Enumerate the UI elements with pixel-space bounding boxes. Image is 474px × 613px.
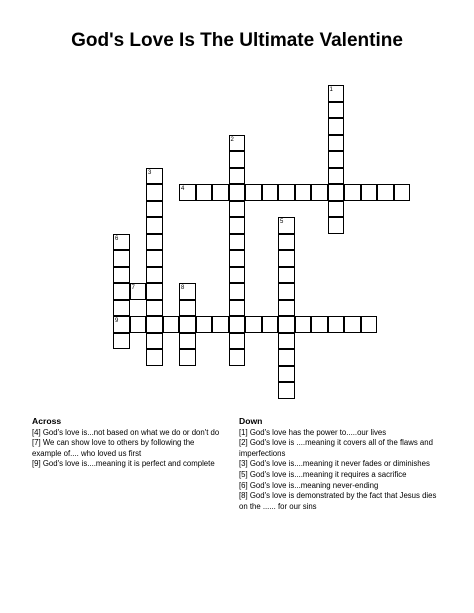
grid-cell[interactable] [262,316,279,333]
grid-cell[interactable] [328,135,345,152]
grid-cell[interactable] [179,283,196,300]
grid-cell[interactable] [146,234,163,251]
grid-cell[interactable] [278,217,295,234]
clue-item [239,428,439,439]
clue-text: God's love is....meaning it is perfect and complete [42,459,215,469]
grid-cell[interactable] [146,300,163,317]
grid-cell[interactable] [278,300,295,317]
grid-cell[interactable] [113,250,130,267]
grid-cell[interactable] [229,349,246,366]
grid-cell[interactable] [311,184,328,201]
grid-cell[interactable] [229,184,246,201]
grid-cell[interactable] [146,201,163,218]
clue-item [32,438,220,459]
grid-cell[interactable] [328,102,345,119]
clue-number: [6] [239,480,248,490]
grid-cell[interactable] [295,184,312,201]
grid-cell[interactable] [130,283,147,300]
clue-text: God's love has the power to.....our lives [249,427,387,437]
grid-cell[interactable] [361,184,378,201]
grid-cell[interactable] [146,316,163,333]
grid-cell[interactable] [278,283,295,300]
grid-cell[interactable] [146,184,163,201]
clue-number: [2] [239,438,248,448]
grid-cell[interactable] [328,201,345,218]
clue-item [239,491,439,512]
clue-number: [5] [239,469,248,479]
grid-cell[interactable] [229,316,246,333]
clue-item [239,470,439,481]
grid-cell[interactable] [212,184,229,201]
grid-cell[interactable] [344,184,361,201]
grid-cell[interactable] [361,316,378,333]
grid-cell[interactable] [196,184,213,201]
clue-text: We can show love to others by following the example of.... who loved us first [32,438,195,458]
grid-cell[interactable] [163,316,180,333]
grid-cell[interactable] [278,267,295,284]
grid-cell[interactable] [179,349,196,366]
grid-cell[interactable] [229,217,246,234]
grid-cell[interactable] [245,184,262,201]
grid-cell[interactable] [245,316,262,333]
grid-cell[interactable] [328,151,345,168]
grid-cell[interactable] [262,184,279,201]
clue-text: God's love is....meaning it requires a sacrifice [249,469,407,479]
grid-cell[interactable] [113,316,130,333]
grid-cell[interactable] [328,184,345,201]
clue-text: God's love is ....meaning it covers all of the flaws and imperfections [239,438,433,458]
cell-number: 5 [280,219,284,225]
grid-cell[interactable] [377,184,394,201]
clue-item [239,438,439,459]
grid-cell[interactable] [179,333,196,350]
clue-item [32,428,220,439]
grid-cell[interactable] [229,283,246,300]
clue-number: [3] [239,459,248,469]
grid-cell[interactable] [113,333,130,350]
clue-item [239,459,439,470]
grid-cell[interactable] [311,316,328,333]
clue-number: [7] [32,438,41,448]
grid-cell[interactable] [179,316,196,333]
clue-text: God's love is...meaning never-ending [249,480,379,490]
down-heading: Down [239,416,263,426]
grid-cell[interactable] [278,349,295,366]
down-clue-list [239,428,439,513]
grid-cell[interactable] [229,250,246,267]
cell-number: 4 [181,186,185,192]
clue-item [239,481,439,492]
clue-text: God's love is....meaning it never fades or diminishes [249,459,430,469]
grid-cell[interactable] [229,135,246,152]
cell-number: 1 [329,87,333,93]
grid-cell[interactable] [146,217,163,234]
grid-cell[interactable] [229,151,246,168]
grid-cell[interactable] [229,168,246,185]
cell-number: 3 [148,169,152,176]
grid-cell[interactable] [146,267,163,284]
clue-text: God's love is demonstrated by the fact that Jesus dies on the ...... for our sins [239,491,437,511]
grid-cell[interactable] [295,316,312,333]
across-heading: Across [32,416,62,426]
grid-cell[interactable] [229,300,246,317]
grid-cell[interactable] [113,300,130,317]
clue-text: God's love is...not based on what we do or don't do [42,427,220,437]
grid-cell[interactable] [196,316,213,333]
grid-cell[interactable] [278,234,295,251]
grid-cell[interactable] [179,184,196,201]
across-clue-list [32,428,220,470]
cell-number: 7 [131,285,135,291]
grid-cell[interactable] [328,316,345,333]
clue-number: [1] [239,427,248,437]
grid-cell[interactable] [146,283,163,300]
grid-cell[interactable] [328,118,345,135]
grid-cell[interactable] [278,250,295,267]
grid-cell[interactable] [130,316,147,333]
grid-cell[interactable] [146,349,163,366]
clue-number: [4] [32,427,41,437]
clue-item [32,459,220,470]
clue-number: [8] [239,491,248,501]
grid-cell[interactable] [328,85,345,102]
grid-cell[interactable] [278,333,295,350]
grid-cell[interactable] [229,234,246,251]
grid-cell[interactable] [328,168,345,185]
cell-number: 9 [115,318,119,324]
cell-number: 6 [115,235,119,242]
grid-cell[interactable] [229,333,246,350]
cell-number: 2 [230,136,234,143]
cell-number: 8 [181,285,185,291]
grid-cell[interactable] [146,250,163,267]
grid-cell[interactable] [278,366,295,383]
across-clues [32,416,220,470]
grid-cell[interactable] [344,316,361,333]
grid-cell[interactable] [146,168,163,185]
grid-cell[interactable] [328,217,345,234]
grid-cell[interactable] [146,333,163,350]
grid-cell[interactable] [113,283,130,300]
grid-cell[interactable] [212,316,229,333]
grid-cell[interactable] [278,382,295,399]
page-title: God's Love Is The Ultimate Valentine [71,30,403,51]
grid-cell[interactable] [278,184,295,201]
clue-number: [9] [32,459,41,469]
grid-cell[interactable] [113,267,130,284]
grid-cell[interactable] [394,184,411,201]
down-clues [239,416,439,512]
grid-cell[interactable] [229,267,246,284]
grid-cell[interactable] [278,316,295,333]
grid-cell[interactable] [229,201,246,218]
grid-cell[interactable] [113,234,130,251]
grid-cell[interactable] [179,300,196,317]
